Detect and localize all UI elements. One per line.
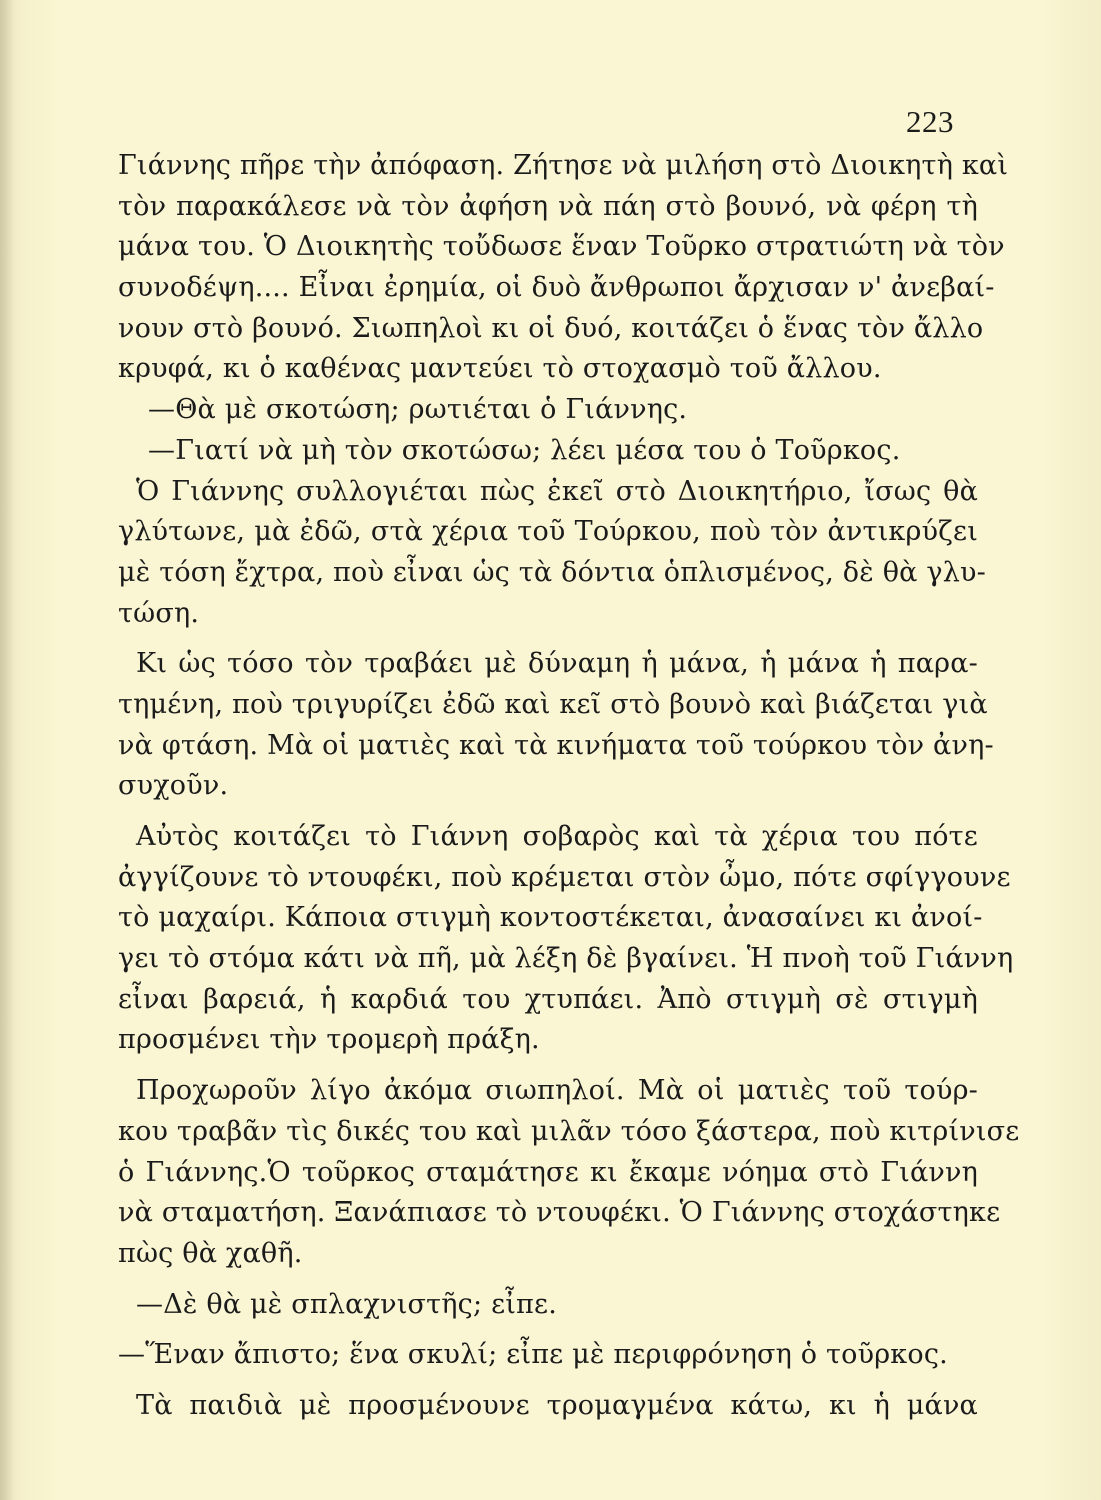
text-line: Γιάννης πῆρε τὴν ἀπόφαση. Ζήτησε νὰ μιλήση στὸ Διοικητὴ καὶ [118,150,1009,181]
text-line: νὰ φτάση. Μὰ οἱ ματιὲς καὶ τὰ κινήματα τοῦ τούρκου τὸν ἀνη- [118,729,994,761]
text-line: κου τραβᾶν τὶς δικές του καὶ μιλᾶν τόσο ξάστερα, ποὺ κιτρίνισε [118,1115,1020,1147]
text-line: τημένη, ποὺ τριγυρίζει ἐδῶ καὶ κεῖ στὸ βουνὸ καὶ βιάζεται γιὰ [118,688,988,720]
text-line: κρυφά, κι ὁ καθένας μαντεύει τὸ στοχασμὸ τοῦ ἄλλου. [118,353,882,385]
text-line: Αὐτὸς κοιτάζει τὸ Γιάννη σοβαρὸς καὶ τὰ χέρια του πότε [136,821,978,852]
text-line: νὰ σταματήση. Ξανάπιασε τὸ ντουφέκι. Ὁ Γιάννης στοχάστηκε [118,1197,1001,1229]
text-line: —Γιατί νὰ μὴ τὸν σκοτώσω; λέει μέσα του ὁ Τοῦρκος. [148,434,901,466]
text-line: τώση. [118,597,200,629]
text-line: —Δὲ θὰ μὲ σπλαχνιστῆς; εἶπε. [136,1288,557,1320]
paragraph-gap [118,1275,978,1285]
paragraph-gap [118,1376,978,1386]
text-line: Ὁ Γιάννης συλλογιέται πὼς ἐκεῖ στὸ Διοικητήριο, ἴσως θὰ [136,475,978,507]
text-line: Κι ὡς τόσο τὸν τραβάει μὲ δύναμη ἡ μάνα, ἡ μάνα ἡ παρα- [136,648,978,680]
text-line: γει τὸ στόμα κάτι νὰ πῆ, μὰ λέξη δὲ βγαίνει. Ἡ πνοὴ τοῦ Γιάννη [118,943,1014,975]
text-line: προσμένει τὴν τρομερὴ πράξη. [118,1024,540,1056]
text-line: πὼς θὰ χαθῆ. [118,1237,303,1269]
text-line: —Ἕναν ἄπιστο; ἕνα σκυλί; εἶπε μὲ περιφρόνηση ὁ τοῦρκος. [118,1339,948,1371]
text-line: μάνα του. Ὁ Διοικητὴς τοὔδωσε ἕναν Τοῦρκο στρατιώτη νὰ τὸν [118,231,1005,263]
text-line: τὸ μαχαίρι. Κάποια στιγμὴ κοντοστέκεται, ἀνασαίνει κι ἀνοί- [118,902,983,934]
paragraph-gap [118,1061,978,1071]
text-line: Προχωροῦν λίγο ἀκόμα σιωπηλοί. Μὰ οἱ ματιὲς τοῦ τούρ- [136,1075,978,1107]
body-text [118,146,1020,1427]
text-line: ἀγγίζουνε τὸ ντουφέκι, ποὺ κρέμεται στὸν ὦμο, πότε σφίγγουνε [118,861,1011,893]
paragraph-gap [118,634,978,644]
page-number: 223 [906,104,954,139]
page-gutter-shadow [0,0,14,1500]
paragraph-gap [118,807,978,817]
text-line: ὁ Γιάννης.Ὁ τοῦρκος σταμάτησε κι ἔκαμε νόημα στὸ Γιάννη [118,1156,978,1188]
paragraph-gap [118,1325,978,1335]
text-line: νουν στὸ βουνό. Σιωπηλοὶ κι οἱ δυό, κοιτάζει ὁ ἕνας τὸν ἄλλο [118,312,984,344]
text-line: γλύτωνε, μὰ ἐδῶ, στὰ χέρια τοῦ Τούρκου, ποὺ τὸν ἀντικρύζει [118,516,978,548]
text-line: τὸν παρακάλεσε νὰ τὸν ἀφήση νὰ πάη στὸ βουνό, νὰ φέρη τὴ [118,190,978,222]
text-line: εἶναι βαρειά, ἡ καρδιά του χτυπάει. Ἀπὸ στιγμὴ σὲ στιγμὴ [118,983,978,1015]
text-line: συνοδέψη.... Εἶναι ἐρημία, οἱ δυὸ ἄνθρωποι ἄρχισαν ν' ἀνεβαί- [118,272,995,304]
text-line: —Θὰ μὲ σκοτώση; ρωτιέται ὁ Γιάννης. [148,394,688,426]
text-line: μὲ τόση ἔχτρα, ποὺ εἶναι ὡς τὰ δόντια ὁπλισμένος, δὲ θὰ γλυ- [118,556,986,588]
text-line: Τὰ παιδιὰ μὲ προσμένουνε τρομαγμένα κάτω, κι ἡ μάνα [136,1389,978,1421]
text-line: συχοῦν. [118,770,229,802]
